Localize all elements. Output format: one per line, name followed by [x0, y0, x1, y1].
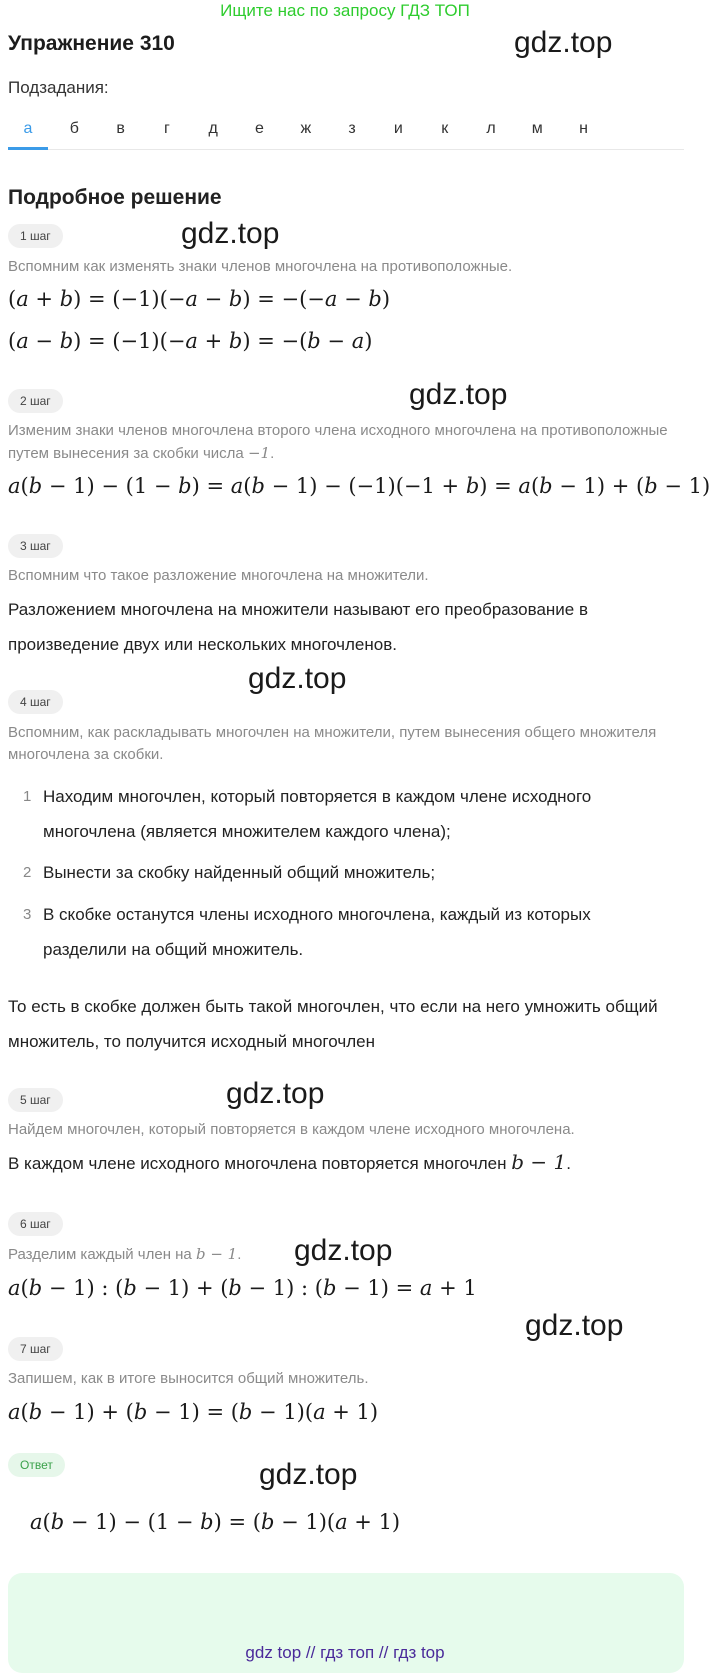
- page-title: Упражнение 310: [8, 32, 175, 55]
- tab-1[interactable]: б: [69, 120, 79, 137]
- formula: a(b − 1) + (b − 1) = (b − 1)(a + 1): [8, 1400, 379, 1424]
- subtasks-label: Подзадания:: [8, 78, 109, 97]
- tab-8[interactable]: и: [393, 120, 403, 137]
- active-tab-indicator: [8, 147, 48, 150]
- watermark: gdz.top: [409, 378, 508, 411]
- watermark: gdz.top: [514, 26, 613, 59]
- formula: (a + b) = (−1)(−a − b) = −(−a − b): [8, 287, 391, 311]
- tab-5[interactable]: е: [255, 120, 264, 137]
- tab-2[interactable]: в: [116, 120, 125, 137]
- watermark: gdz.top: [259, 1458, 358, 1491]
- step-badge: 7 шаг: [8, 1337, 63, 1361]
- answer-formula: a(b − 1) − (1 − b) = (b − 1)(a + 1): [30, 1510, 401, 1534]
- inline-math: b − 1: [195, 1245, 238, 1263]
- formula: (a − b) = (−1)(−a + b) = −(b − a): [8, 329, 373, 353]
- inline-math: b − 1: [511, 1150, 567, 1174]
- list-item: В скобке останутся члены исходного многочлена, каждый из которых разделили на общий множитель.: [43, 905, 591, 959]
- step-hint-text: Изменим знаки членов многочлена второго члена исходного многочлена на противоположные путем вынесения за скобки числа: [8, 422, 668, 462]
- step-hint: Найдем многочлен, который повторяется в каждом члене исходного многочлена.: [8, 1121, 575, 1138]
- footer-links[interactable]: gdz top // гдз топ // гдз top: [245, 1643, 445, 1662]
- explanation-text: То есть в скобке должен быть такой многочлен, что если на него умножить общий множитель, то получится исходный многочлен: [8, 997, 658, 1051]
- answer-badge: Ответ: [8, 1453, 65, 1477]
- tab-0[interactable]: а: [23, 120, 33, 137]
- tab-7[interactable]: з: [348, 120, 356, 137]
- tab-6[interactable]: ж: [300, 120, 312, 137]
- watermark: gdz.top: [226, 1077, 325, 1110]
- hint-end: .: [270, 445, 275, 462]
- step-hint: Вспомним что такое разложение многочлена на множители.: [8, 567, 429, 584]
- step-text-content: В каждом члене исходного многочлена повторяется многочлен: [8, 1154, 507, 1173]
- step-badge: 4 шаг: [8, 690, 63, 714]
- step-hint-text: Разделим каждый член на: [8, 1246, 192, 1263]
- definition-text: Разложением многочлена на множители называют его преобразование в произведение двух или нескольких многочленов.: [8, 600, 589, 654]
- tab-12[interactable]: н: [579, 120, 589, 137]
- step-hint: Вспомним как изменять знаки членов многочлена на противоположные.: [8, 258, 513, 275]
- watermark: gdz.top: [525, 1309, 624, 1342]
- formula: a(b − 1) : (b − 1) + (b − 1) : (b − 1) = a + 1: [8, 1276, 477, 1300]
- step-hint: [8, 420, 678, 465]
- tab-10[interactable]: л: [486, 120, 496, 137]
- text-end: .: [566, 1154, 571, 1173]
- list-number: 3: [23, 906, 32, 923]
- hint-end: .: [237, 1246, 242, 1263]
- tab-3[interactable]: г: [163, 120, 170, 137]
- step-hint: Вспомним, как раскладывать многочлен на множители, путем вынесения общего множителя многочлена за скобки.: [8, 724, 657, 763]
- step-badge: 2 шаг: [8, 389, 63, 413]
- step-badge: 6 шаг: [8, 1212, 63, 1236]
- list-item: Находим многочлен, который повторяется в каждом члене исходного многочлена (является множителем каждого члена);: [43, 787, 592, 841]
- step-hint: Запишем, как в итоге выносится общий множитель.: [8, 1370, 369, 1387]
- watermark: gdz.top: [248, 662, 347, 695]
- tab-9[interactable]: к: [441, 120, 449, 137]
- step-text: [8, 1145, 678, 1181]
- watermark: gdz.top: [294, 1234, 393, 1267]
- tab-4[interactable]: д: [208, 120, 218, 137]
- tab-11[interactable]: м: [531, 120, 543, 137]
- section-title: Подробное решение: [8, 186, 222, 209]
- list-number: 2: [23, 864, 32, 881]
- step-badge: 5 шаг: [8, 1088, 63, 1112]
- inline-math: −1: [247, 444, 271, 462]
- watermark: gdz.top: [181, 217, 280, 250]
- step-badge: 3 шаг: [8, 534, 63, 558]
- step-hint: [8, 1243, 678, 1266]
- formula: a(b − 1) − (1 − b) = a(b − 1) − (−1)(−1 + b) = a(b − 1) + (b − 1): [8, 474, 710, 498]
- subtask-tabs: [8, 112, 684, 150]
- search-banner: Ищите нас по запросу ГДЗ ТОП: [220, 1, 470, 20]
- list-number: 1: [23, 788, 32, 805]
- step-badge: 1 шаг: [8, 224, 63, 248]
- list-item: Вынести за скобку найденный общий множитель;: [43, 863, 436, 882]
